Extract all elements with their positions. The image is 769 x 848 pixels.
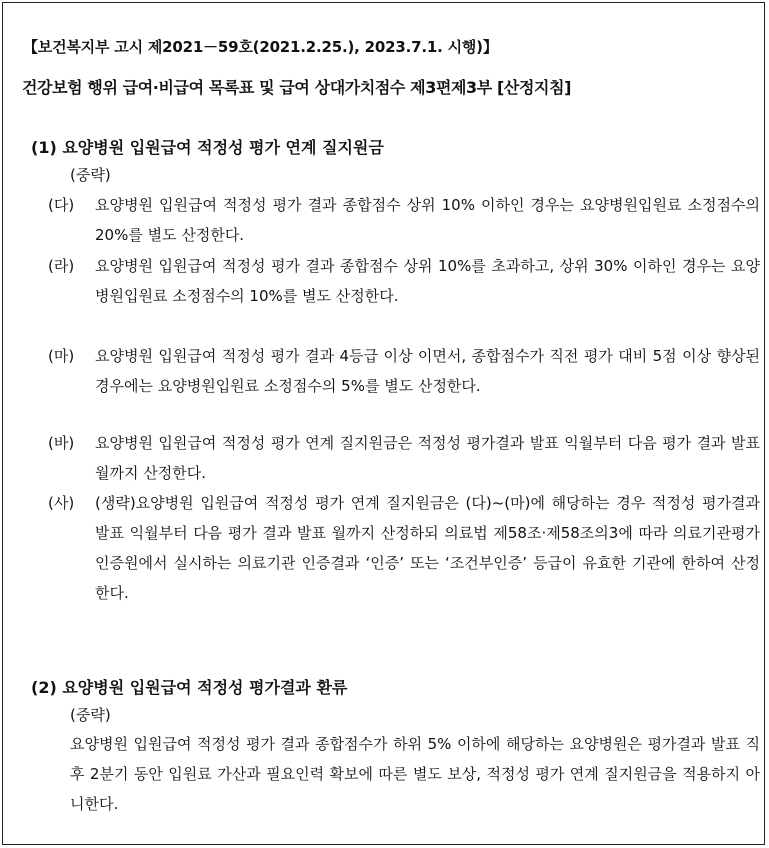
- item-marker: (라): [48, 257, 75, 275]
- list-item: [48, 190, 760, 250]
- section-1-heading: (1) 요양병원 입원급여 적정성 평가 연계 질지원금: [31, 138, 384, 157]
- section-2-paragraph: 요양병원 입원급여 적정성 평가 결과 종합점수가 하위 5% 이하에 해당하는 요양병원은 평가결과 발표 직후 2분기 동안 입원료 가산과 필요인력 확보에 따른 별도 보상, 적정성 평가 연계 질지원금을 적용하지 아니한다.: [70, 735, 760, 813]
- notice-document: [2, 2, 765, 845]
- notice-reference: 【보건복지부 고시 제2021－59호(2021.2.25.), 2023.7.1. 시행)】: [23, 38, 498, 56]
- list-item: [48, 341, 760, 431]
- document-title: 건강보험 행위 급여·비급여 목록표 및 급여 상대가치점수 제3편제3부 [산정지침]: [22, 78, 572, 97]
- list-item: [48, 428, 760, 488]
- item-text: 요양병원 입원급여 적정성 평가 결과 종합점수 상위 10% 이하인 경우는 요양병원입원료 소정점수의 20%를 별도 산정한다.: [95, 196, 760, 244]
- item-marker: (다): [48, 196, 75, 214]
- item-text: 요양병원 입원급여 적정성 평가 결과 4등급 이상 이면서, 종합점수가 직전 평가 대비 5점 이상 향상된 경우에는 요양병원입원료 소정점수의 5%를 별도 산정한다.: [95, 347, 760, 395]
- item-marker: (마): [48, 347, 75, 365]
- list-item: [48, 488, 760, 638]
- item-text: 요양병원 입원급여 적정성 평가 연계 질지원금은 적정성 평가결과 발표 익월부터 다음 평가 결과 발표 월까지 산정한다.: [95, 434, 760, 482]
- section-2-heading: (2) 요양병원 입원급여 적정성 평가결과 환류: [31, 678, 348, 697]
- list-item: [48, 251, 760, 341]
- item-text: 요양병원 입원급여 적정성 평가 결과 종합점수 상위 10%를 초과하고, 상위 30% 이하인 경우는 요양병원입원료 소정점수의 10%를 별도 산정한다.: [95, 257, 760, 305]
- section-1-omitted-note: (중략): [70, 166, 111, 184]
- item-marker: (사): [48, 494, 75, 512]
- item-text: (생략)요양병원 입원급여 적정성 평가 연계 질지원금은 (다)~(마)에 해당하는 경우 적정성 평가결과 발표 익월부터 다음 평가 결과 발표 월까지 산정하되 의료법 제58조·제58조의3에 따라 의료기관평가인증원에서 실시하는 의료기관 인증결과 ‘인증’ 또는 ‘조건부인증’ 등급이 유효한 기관에 한하여 산정한다.: [95, 494, 760, 602]
- item-marker: (바): [48, 434, 75, 452]
- section-2-omitted-note: (중략): [70, 706, 111, 724]
